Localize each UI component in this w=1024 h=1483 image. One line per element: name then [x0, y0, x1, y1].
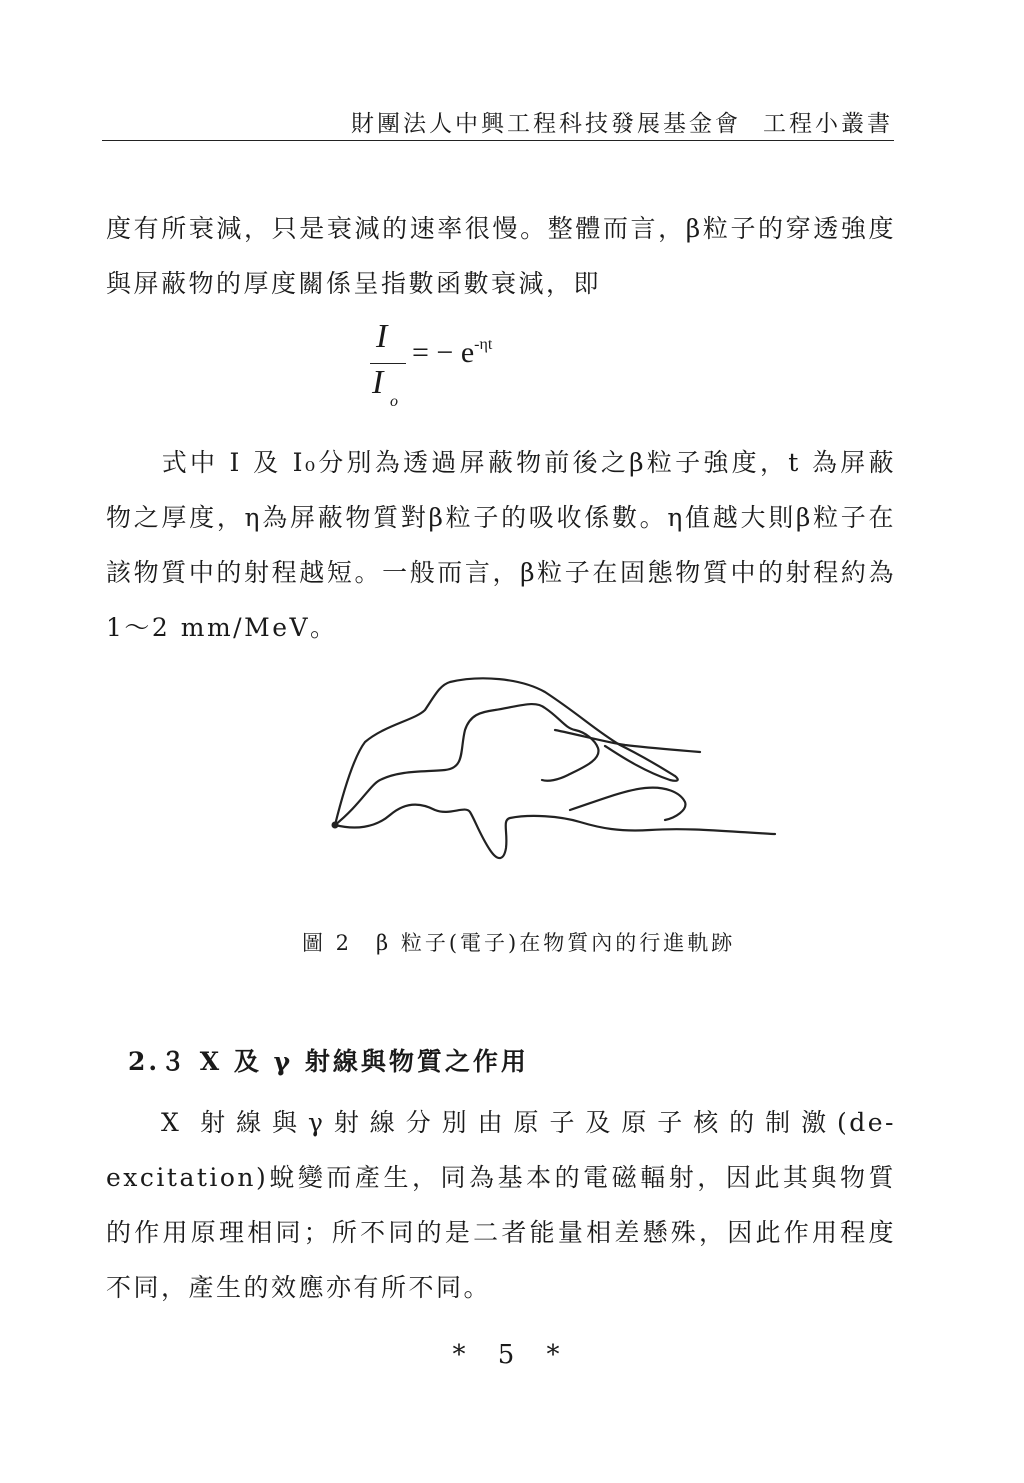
running-header	[0, 105, 893, 138]
paragraph-xray-gamma	[106, 1095, 896, 1315]
paragraph-xray-gamma-text: X 射線與γ射線分別由原子及原子核的制激(de-excitation)蛻變而產生，同為基本的電磁輻射，因此其與物質的作用原理相同；所不同的是二者能量相差懸殊，因此作用程度不同，產生的效應亦有所不同。	[106, 1108, 896, 1302]
paragraph-formula-explanation-text: 式中 I 及 I₀分別為透過屏蔽物前後之β粒子強度，t 為屏蔽物之厚度，η為屏蔽物質對β粒子的吸收係數。η值越大則β粒子在該物質中的射程越短。一般而言，β粒子在固態物質中的射程約為 1～2 mm/MeV。	[106, 448, 896, 642]
section-heading: 2.３ X 及 γ 射線與物質之作用	[128, 1047, 529, 1076]
paragraph-beta-attenuation: 度有所衰減，只是衰減的速率很慢。整體而言，β粒子的穿透強度與屏蔽物的厚度關係呈指數函數衰減，即	[106, 214, 896, 298]
formula-denominator-subscript: o	[390, 393, 398, 410]
header-rule	[102, 140, 894, 141]
track-path-upper	[335, 678, 678, 825]
formula-rhs-base: = − e	[412, 336, 475, 369]
formula-rhs	[412, 336, 492, 370]
track-path-branch	[570, 788, 685, 820]
page-number: * 5 *	[452, 1340, 572, 1370]
track-path-lower	[335, 805, 775, 859]
formula-numerator: I	[376, 318, 388, 355]
formula-exponent: -ηt	[474, 336, 493, 353]
header-foundation: 財團法人中興工程科技發展基金會	[351, 111, 741, 137]
beta-particle-track-figure	[320, 670, 790, 870]
formula-denominator: I	[372, 364, 384, 401]
track-origin-point	[332, 822, 339, 829]
attenuation-formula	[362, 318, 562, 418]
paragraph-formula-explanation	[106, 435, 896, 655]
header-series: 工程小叢書	[763, 111, 893, 137]
track-path-middle	[335, 704, 599, 825]
figure-caption: 圖 2 β 粒子(電子)在物質內的行進軌跡	[302, 931, 736, 955]
